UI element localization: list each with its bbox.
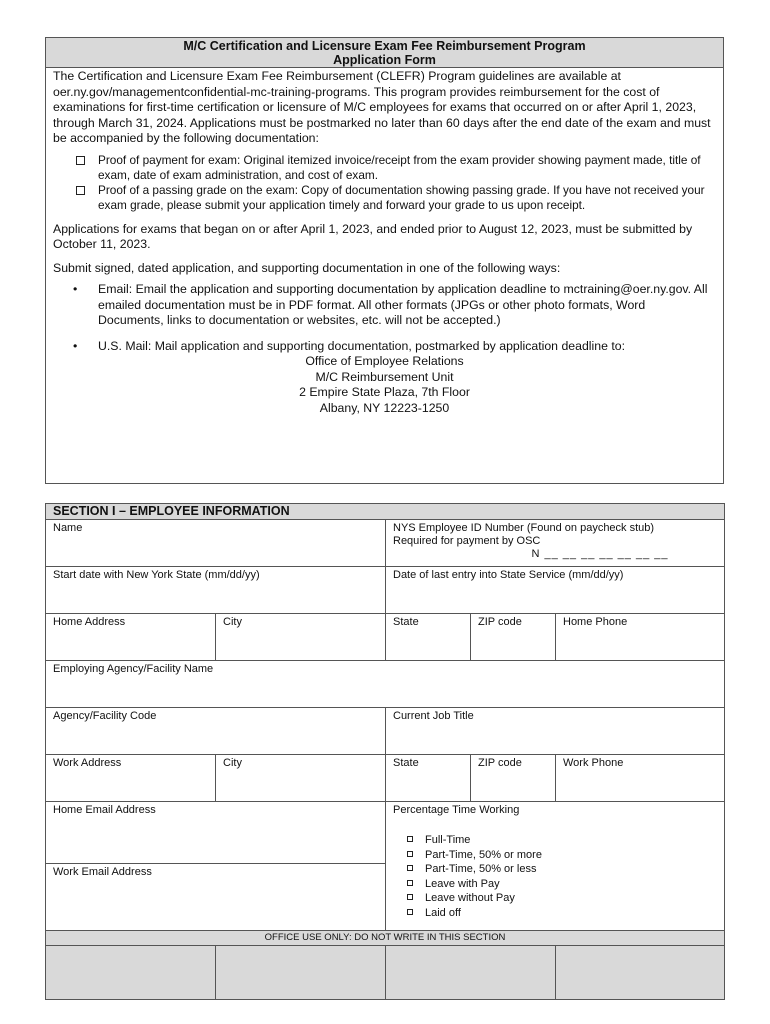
bullet-icon: • [73,338,78,353]
section-title: SECTION I – EMPLOYEE INFORMATION [46,504,725,520]
method-email: • Email: Email the application and supporting documentation by application deadline to mctraining@oer.ny.gov. All emailed documentation must be in PDF format. All other formats (JPGs or other photo formats, Word Documents, links to documentation or websites, etc. will not be accepted.) [73,282,708,328]
percentage-options [401,833,717,921]
section-employee-information [45,503,724,1002]
option-part-time-50-more[interactable]: Part-Time, 50% or more [401,848,717,863]
office-use-cell [386,946,556,1000]
percentage-time-field: Percentage Time Working Full-Time Part-Time, 50% or more Part-Time, 50% or less Leave with Pay Leave without Pay Laid off [386,802,725,931]
office-use-banner: OFFICE USE ONLY: DO NOT WRITE IN THIS SECTION [46,931,725,946]
home-city-field[interactable]: City [216,614,386,661]
checkbox-icon[interactable] [407,880,413,886]
work-phone-field[interactable]: Work Phone [556,755,725,802]
option-part-time-50-less[interactable]: Part-Time, 50% or less [401,862,717,877]
checkbox-icon[interactable] [407,851,413,857]
intro-paragraph: The Certification and Licensure Exam Fee Reimbursement (CLEFR) Program guidelines are available at oer.ny.gov/managementconfidential-mc-training-programs. This program provides reimbursement for the cost of examinations for first-time certification or licensure of M/C employees for exams that occurred on or after April 1, 2023, through March 31, 2024. Applications must be postmarked no later than 60 days after the end date of the exam and must be accompanied by the following documentation: [53,69,711,145]
work-email-field[interactable]: Work Email Address [46,864,386,931]
checkbox-icon[interactable] [407,894,413,900]
program-info-box [45,37,724,484]
checkbox-icon [76,186,85,195]
agency-code-field[interactable]: Agency/Facility Code [46,708,386,755]
mailing-address: Office of Employee Relations M/C Reimbursement Unit 2 Empire State Plaza, 7th Floor Albany, NY 12223-1250 [299,354,470,415]
method-mail: • U.S. Mail: Mail application and supporting documentation, postmarked by application deadline to: [73,338,626,353]
employee-info-table [45,503,725,1000]
work-address-field[interactable]: Work Address [46,755,216,802]
home-address-field[interactable]: Home Address [46,614,216,661]
checkbox-icon[interactable] [407,836,413,842]
checklist-item: Proof of a passing grade on the exam: Copy of documentation showing passing grade. If you have not received your exam grade, please submit your application timely and forward your grade to us upon receipt. [74,183,723,214]
form-header [46,38,723,68]
option-leave-without-pay[interactable]: Leave without Pay [401,891,717,906]
submission-methods [46,282,723,354]
bullet-icon: • [73,282,78,297]
name-field[interactable]: Name [46,520,386,567]
deadline-note: Applications for exams that began on or after April 1, 2023, and ended prior to August 12, 2023, must be submitted by October 11, 2023. [53,221,693,252]
home-email-field[interactable]: Home Email Address [46,802,386,864]
checklist-item: Proof of payment for exam: Original itemized invoice/receipt from the exam provider showing payment made, title of exam, date of exam administration, and cost of exam. [74,153,723,184]
home-state-field[interactable]: State [386,614,471,661]
employee-id-field[interactable]: NYS Employee ID Number (Found on paycheck stub) Required for payment by OSC N __ __ __ __ __ __ __ [386,520,725,567]
office-use-cell [216,946,386,1000]
job-title-field[interactable]: Current Job Title [386,708,725,755]
work-city-field[interactable]: City [216,755,386,802]
checkbox-icon[interactable] [407,909,413,915]
form-subtitle: Application Form [333,53,436,67]
work-state-field[interactable]: State [386,755,471,802]
home-phone-field[interactable]: Home Phone [556,614,725,661]
agency-name-field[interactable]: Employing Agency/Facility Name [46,661,725,708]
option-leave-with-pay[interactable]: Leave with Pay [401,877,717,892]
form-title: M/C Certification and Licensure Exam Fee Reimbursement Program [183,39,586,53]
checkbox-icon [76,156,85,165]
home-zip-field[interactable]: ZIP code [471,614,556,661]
option-laid-off[interactable]: Laid off [401,906,717,921]
option-full-time[interactable]: Full-Time [401,833,717,848]
checkbox-icon[interactable] [407,865,413,871]
last-entry-date-field[interactable]: Date of last entry into State Service (mm/dd/yy) [386,567,725,614]
work-zip-field[interactable]: ZIP code [471,755,556,802]
office-use-cell [46,946,216,1000]
documentation-checklist [74,153,723,214]
start-date-field[interactable]: Start date with New York State (mm/dd/yy) [46,567,386,614]
office-use-cell [556,946,725,1000]
submit-note: Submit signed, dated application, and supporting documentation in one of the following ways: [53,260,561,275]
